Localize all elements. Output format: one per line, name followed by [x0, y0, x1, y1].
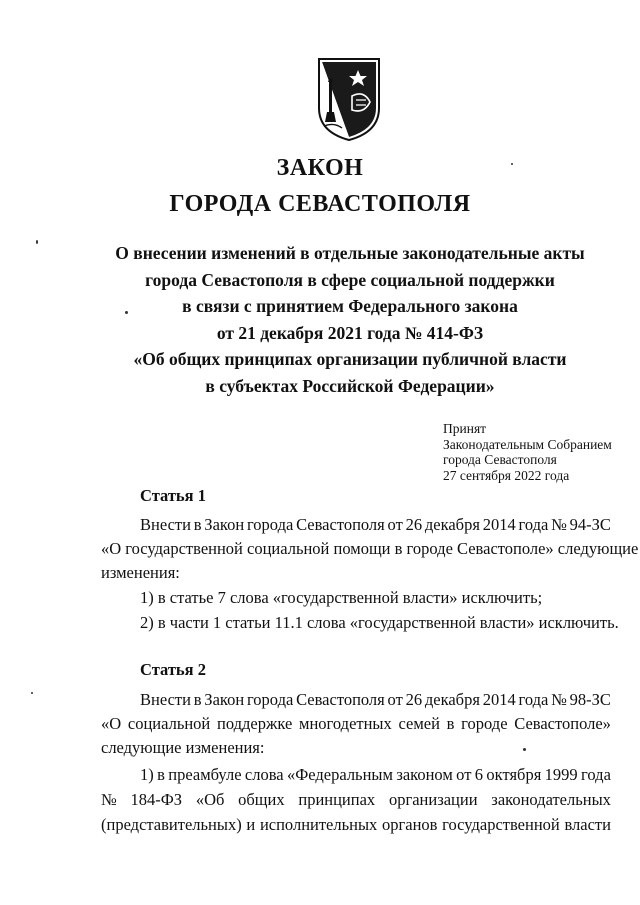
word: слова: [244, 765, 284, 784]
article-2-intro-line-3: следующие изменения:: [101, 738, 265, 757]
article-2-intro-line-1: [140, 690, 611, 710]
word: законодательных: [491, 790, 611, 809]
word: декабря: [424, 515, 480, 534]
word: власти: [564, 815, 611, 834]
article-1-heading: Статья 1: [140, 486, 206, 505]
word: 1999: [544, 765, 578, 784]
word: 26: [405, 690, 423, 709]
word: организации: [388, 790, 478, 809]
word: в: [446, 714, 455, 733]
word: 2014: [482, 515, 516, 534]
word: поддержке: [216, 714, 293, 733]
word: социальной: [127, 714, 211, 733]
scan-speck: [31, 692, 33, 694]
word: Внести: [140, 690, 191, 709]
word: 98-ЗС: [569, 690, 611, 709]
word: принципах: [298, 790, 376, 809]
adoption-date: 27 сентября 2022 года: [443, 467, 570, 483]
article-2-item-1-line-3: [101, 815, 611, 835]
word: 1): [140, 765, 154, 784]
word: Севастополя: [296, 515, 385, 534]
law-subject-line: «Об общих принципах организации публичной власти: [133, 349, 567, 369]
word: года: [518, 515, 549, 534]
adoption-note-line: города Севастополя: [443, 452, 557, 467]
word: 6: [474, 765, 484, 784]
word: в: [193, 515, 202, 534]
word: 94-ЗС: [569, 515, 611, 534]
law-subject: [90, 240, 610, 399]
word: «Федеральным: [286, 765, 393, 784]
word: семей: [398, 714, 440, 733]
word: многодетных: [299, 714, 392, 733]
word: №: [551, 515, 567, 534]
article-1-intro-line-2: «О государственной социальной помощи в городе Севастополе» следующие: [101, 539, 639, 558]
word: Закон: [204, 690, 245, 709]
article-1-intro-line-1: [140, 515, 611, 535]
adoption-note-line: Законодательным Собранием: [443, 436, 612, 452]
sevastopol-coat-of-arms-icon: [316, 56, 382, 142]
word: в: [157, 765, 165, 784]
word: от: [456, 765, 472, 784]
word: в: [193, 690, 202, 709]
article-2-item-1-line-2: [101, 790, 611, 810]
word: и: [246, 815, 256, 834]
word: города: [246, 690, 294, 709]
article-1-item-1: 1) в статье 7 слова «государственной власти» исключить;: [140, 588, 543, 607]
word: преамбуле: [168, 765, 242, 784]
word: от: [387, 690, 403, 709]
article-1-intro-line-3: изменения:: [101, 563, 180, 582]
word: 26: [405, 515, 423, 534]
law-subject-line: в связи с принятием Федерального закона: [182, 296, 518, 316]
word: №: [101, 790, 117, 809]
scan-speck: [523, 748, 526, 751]
word: города: [246, 515, 294, 534]
article-2-heading: Статья 2: [140, 660, 206, 679]
scan-speck: [125, 311, 128, 314]
word: исполнительных: [259, 815, 378, 834]
word: октября: [486, 765, 542, 784]
scan-speck: [511, 163, 513, 165]
word: Закон: [204, 515, 245, 534]
word: (представительных): [101, 815, 242, 834]
document-title-law: ЗАКОН: [276, 155, 364, 181]
article-1-item-2: 2) в части 1 статьи 11.1 слова «государственной власти» исключить.: [140, 613, 619, 632]
word: от: [387, 515, 403, 534]
word: декабря: [424, 690, 480, 709]
adoption-note: [443, 421, 612, 483]
word: Севастополя: [296, 690, 385, 709]
law-subject-line: от 21 декабря 2021 года № 414-ФЗ: [216, 322, 484, 343]
word: «О: [101, 714, 122, 733]
word: №: [551, 690, 567, 709]
word: городе: [461, 714, 508, 733]
word: органов: [382, 815, 438, 834]
article-2-item-1-line-1: [140, 765, 611, 785]
article-2-intro-line-2: [101, 714, 611, 734]
scan-speck: [36, 240, 38, 244]
law-subject-line: города Севастополя в сфере социальной поддержки: [145, 269, 555, 290]
word: года: [581, 765, 611, 784]
document-title-city: ГОРОДА СЕВАСТОПОЛЯ: [169, 191, 471, 217]
word: года: [518, 690, 549, 709]
adoption-note-line: Принят: [443, 421, 487, 436]
word: государственной: [442, 815, 560, 834]
word: Внести: [140, 515, 191, 534]
word: «Об: [195, 790, 225, 809]
word: 2014: [482, 690, 516, 709]
word: общих: [238, 790, 285, 809]
word: 184-ФЗ: [130, 790, 183, 809]
law-subject-line: в субъектах Российской Федерации»: [205, 375, 495, 396]
word: законом: [396, 765, 453, 784]
law-subject-line: О внесении изменений в отдельные законодательные акты: [115, 243, 585, 263]
word: Севастополе»: [514, 714, 611, 733]
